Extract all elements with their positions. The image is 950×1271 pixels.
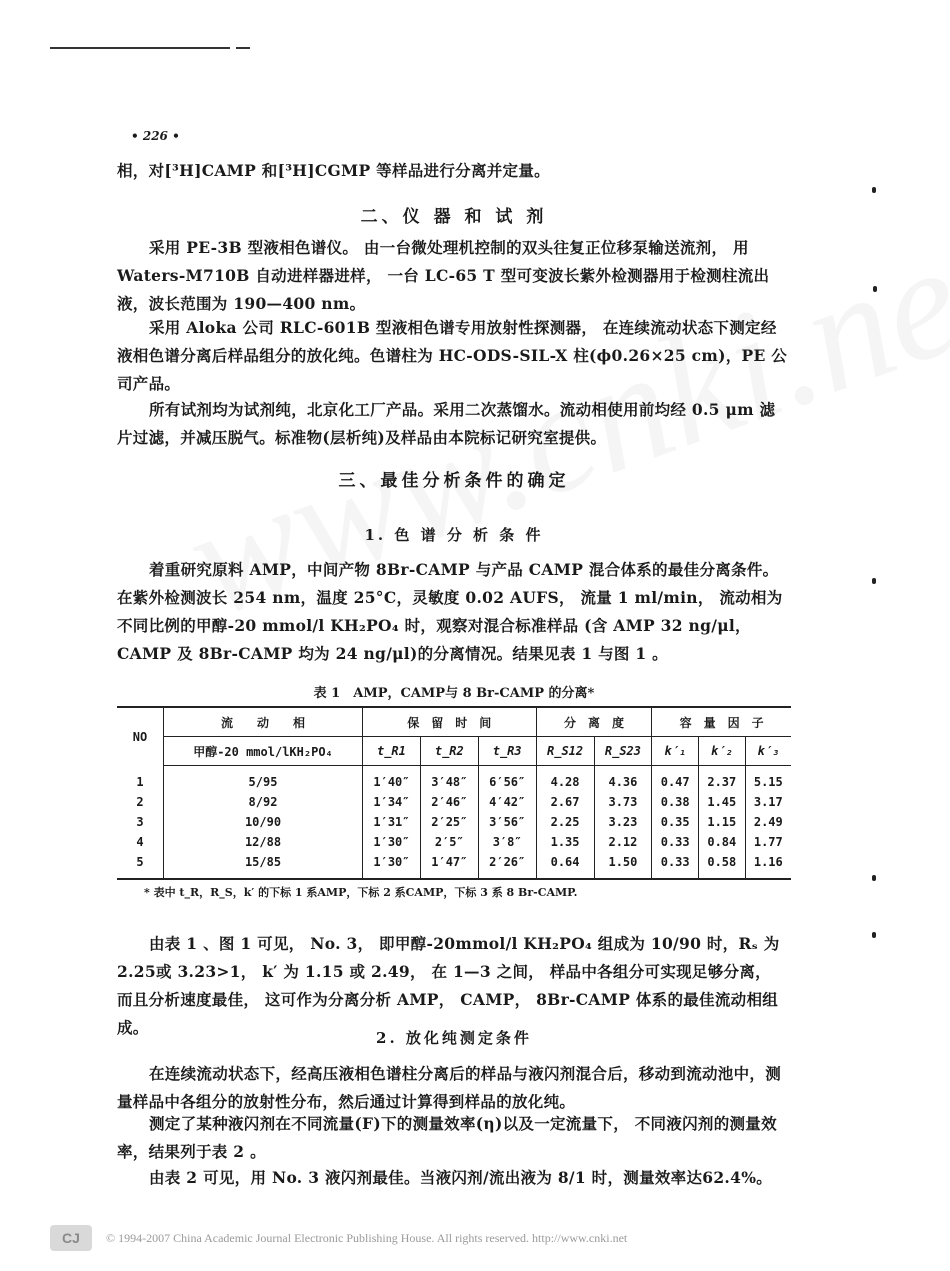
table-cell: 4.28 [536,766,594,793]
col-mobile-header: 流 动 相 [164,707,363,737]
col-no-header: NO [117,707,164,766]
section3-sub1: 1. 色 谱 分 析 条 件 [364,526,544,544]
col-capacity-header: 容 量 因 子 [652,707,791,737]
table-cell: 1.16 [745,852,791,879]
table-cell: 1′30″ [363,852,421,879]
col-retention-header: 保 留 时 间 [363,707,537,737]
scan-speck [872,578,876,584]
section3-heading: 三、最佳分析条件的确定 [338,471,570,491]
table-cell: 15/85 [164,852,363,879]
table-cell: 0.84 [699,832,746,852]
table-row [117,852,791,879]
table-cell: 0.33 [652,852,699,879]
table-cell: 2′5″ [420,832,478,852]
col-resolution-header: 分 离 度 [536,707,652,737]
table-cell: 2.49 [745,812,791,832]
table1 [117,706,791,880]
table-cell: 1′31″ [363,812,421,832]
section2-heading: 二、仪 器 和 试 剂 [360,207,548,227]
table-cell: 1′40″ [363,766,421,793]
subheader-tr1: t_R1 [363,737,421,766]
scan-speck [872,932,876,938]
table-cell: 5.15 [745,766,791,793]
table-cell: 2.67 [536,792,594,812]
table-cell: 5/95 [164,766,363,793]
table-cell: 3.17 [745,792,791,812]
table-cell: 0.64 [536,852,594,879]
table-cell: 4′42″ [478,792,536,812]
table-cell: 2′25″ [420,812,478,832]
section2-para3: 所有试剂均为试剂纯，北京化工厂产品。采用二次蒸馏水。流动相使用前均经 0.5 μm 滤片过滤，并减压脱气。标准物(层析纯)及样品由本院标记研究室提供。 [117,400,776,447]
table-cell: 1.45 [699,792,746,812]
section3-para4: 测定了某种液闪剂在不同流量(F)下的测量效率(η)以及一定流量下， 不同液闪剂的测量效率，结果列于表 2 。 [117,1114,777,1161]
table-cell: 2 [136,795,144,809]
page-number: • 226 • [131,129,180,143]
table-cell: 3.23 [594,812,652,832]
table-cell: 4.36 [594,766,652,793]
scan-speck [872,187,876,193]
table-cell: 2′26″ [478,852,536,879]
copyright-footer: © 1994-2007 China Academic Journal Electronic Publishing House. All rights reserved. http://www.cnki.net [106,1231,628,1245]
table-cell: 8/92 [164,792,363,812]
table-cell: 1.77 [745,832,791,852]
table-cell: 3′8″ [478,832,536,852]
cnki-logo: CJ [50,1225,92,1251]
table1-footnote: * 表中 t_R，R_S，k′ 的下标 1 系AMP，下标 2 系CAMP，下标 3 系 8 Br-CAMP. [144,886,578,899]
subheader-k1: k′₁ [652,737,699,766]
section3-para1: 着重研究原料 AMP，中间产物 8Br-CAMP 与产品 CAMP 混合体系的最佳分离条件。在紫外检测波长 254 nm，温度 25°C，灵敏度 0.02 AUFS， 流量 1 ml/min， 流动相为不同比例的甲醇-20 mmol/l KH₂PO₄ 时，观察对混合标准样品 (含 AMP 32 ng/μl， CAMP 及 8Br-CAMP 均为 24 ng/μl)的分离情况。结果见表 1 与图 1 。 [117,560,783,663]
subheader-tr3: t_R3 [478,737,536,766]
subheader-tr2: t_R2 [420,737,478,766]
table-cell: 1′47″ [420,852,478,879]
header-rule-short [236,47,250,49]
header-rule [50,47,230,49]
table-cell: 1 [136,774,144,789]
table-cell: 10/90 [164,812,363,832]
table-row [117,832,791,852]
table-cell: 3′48″ [420,766,478,793]
table-cell: 0.33 [652,832,699,852]
table-cell: 2.12 [594,832,652,852]
subheader-mobile: 甲醇-20 mmol/lKH₂PO₄ [164,737,363,766]
table-cell: 3.73 [594,792,652,812]
section2-para1: 采用 PE-3B 型液相色谱仪。 由一台微处理机控制的双头往复正位移泵输送流剂， 用 Waters-M710B 自动进样器进样， 一台 LC-65 T 型可变波长紫外检测器用于检测柱流出液，波长范围为 190—400 nm。 [117,238,770,313]
table-cell: 1.35 [536,832,594,852]
section3-sub2: 2. 放化纯测定条件 [376,1029,532,1047]
table-cell: 2′46″ [420,792,478,812]
table-cell: 3 [136,815,144,829]
subheader-k2: k′₂ [699,737,746,766]
table-cell: 2.37 [699,766,746,793]
subheader-rs23: R_S23 [594,737,652,766]
table-cell: 0.35 [652,812,699,832]
table-row [117,812,791,832]
table-cell: 2.25 [536,812,594,832]
table-cell: 4 [136,835,144,849]
table-row [117,792,791,812]
table1-title: 表 1 AMP，CAMP与 8 Br-CAMP 的分离* [313,686,595,701]
section3-para3: 在连续流动状态下，经高压液相色谱柱分离后的样品与液闪剂混合后，移动到流动池中，测量样品中各组分的放射性分布，然后通过计算得到样品的放化纯。 [117,1064,782,1111]
table-cell: 0.38 [652,792,699,812]
table-row [117,766,791,793]
table-cell: 12/88 [164,832,363,852]
subheader-rs12: R_S12 [536,737,594,766]
scan-speck [873,286,877,292]
table-cell: 0.47 [652,766,699,793]
table-cell: 5 [117,852,164,879]
table-cell: 1′34″ [363,792,421,812]
table-cell: 1.15 [699,812,746,832]
section3-para5: 由表 2 可见，用 No. 3 液闪剂最佳。当液闪剂/流出液为 8/1 时，测量效率达62.4%。 [149,1168,773,1187]
table-cell: 3′56″ [478,812,536,832]
section3-para2: 由表 1 、图 1 可见， No. 3， 即甲醇-20mmol/l KH₂PO₄ 组成为 10/90 时，Rₛ 为2.25或 3.23>1， k′ 为 1.15 或 2.49， 在 1—3 之间， 样品中各组分可实现足够分离， 而且分析速度最佳， 这可作为分离分析 AMP， CAMP， 8Br-CAMP 体系的最佳流动相组成。 [117,934,780,1037]
subheader-k3: k′₃ [745,737,791,766]
table-cell: 1′30″ [363,832,421,852]
table-cell: 1.50 [594,852,652,879]
table-cell: 0.58 [699,852,746,879]
table-cell: 6′56″ [478,766,536,793]
section2-para2: 采用 Aloka 公司 RLC-601B 型液相色谱专用放射性探测器， 在连续流动状态下测定经液相色谱分离后样品组分的放化纯。色谱柱为 HC-ODS-SIL-X 柱(ϕ0.26×25 cm)，PE 公司产品。 [117,318,788,393]
scan-speck [872,875,876,881]
intro-line: 相，对[³H]CAMP 和[³H]CGMP 等样品进行分离并定量。 [117,161,550,180]
